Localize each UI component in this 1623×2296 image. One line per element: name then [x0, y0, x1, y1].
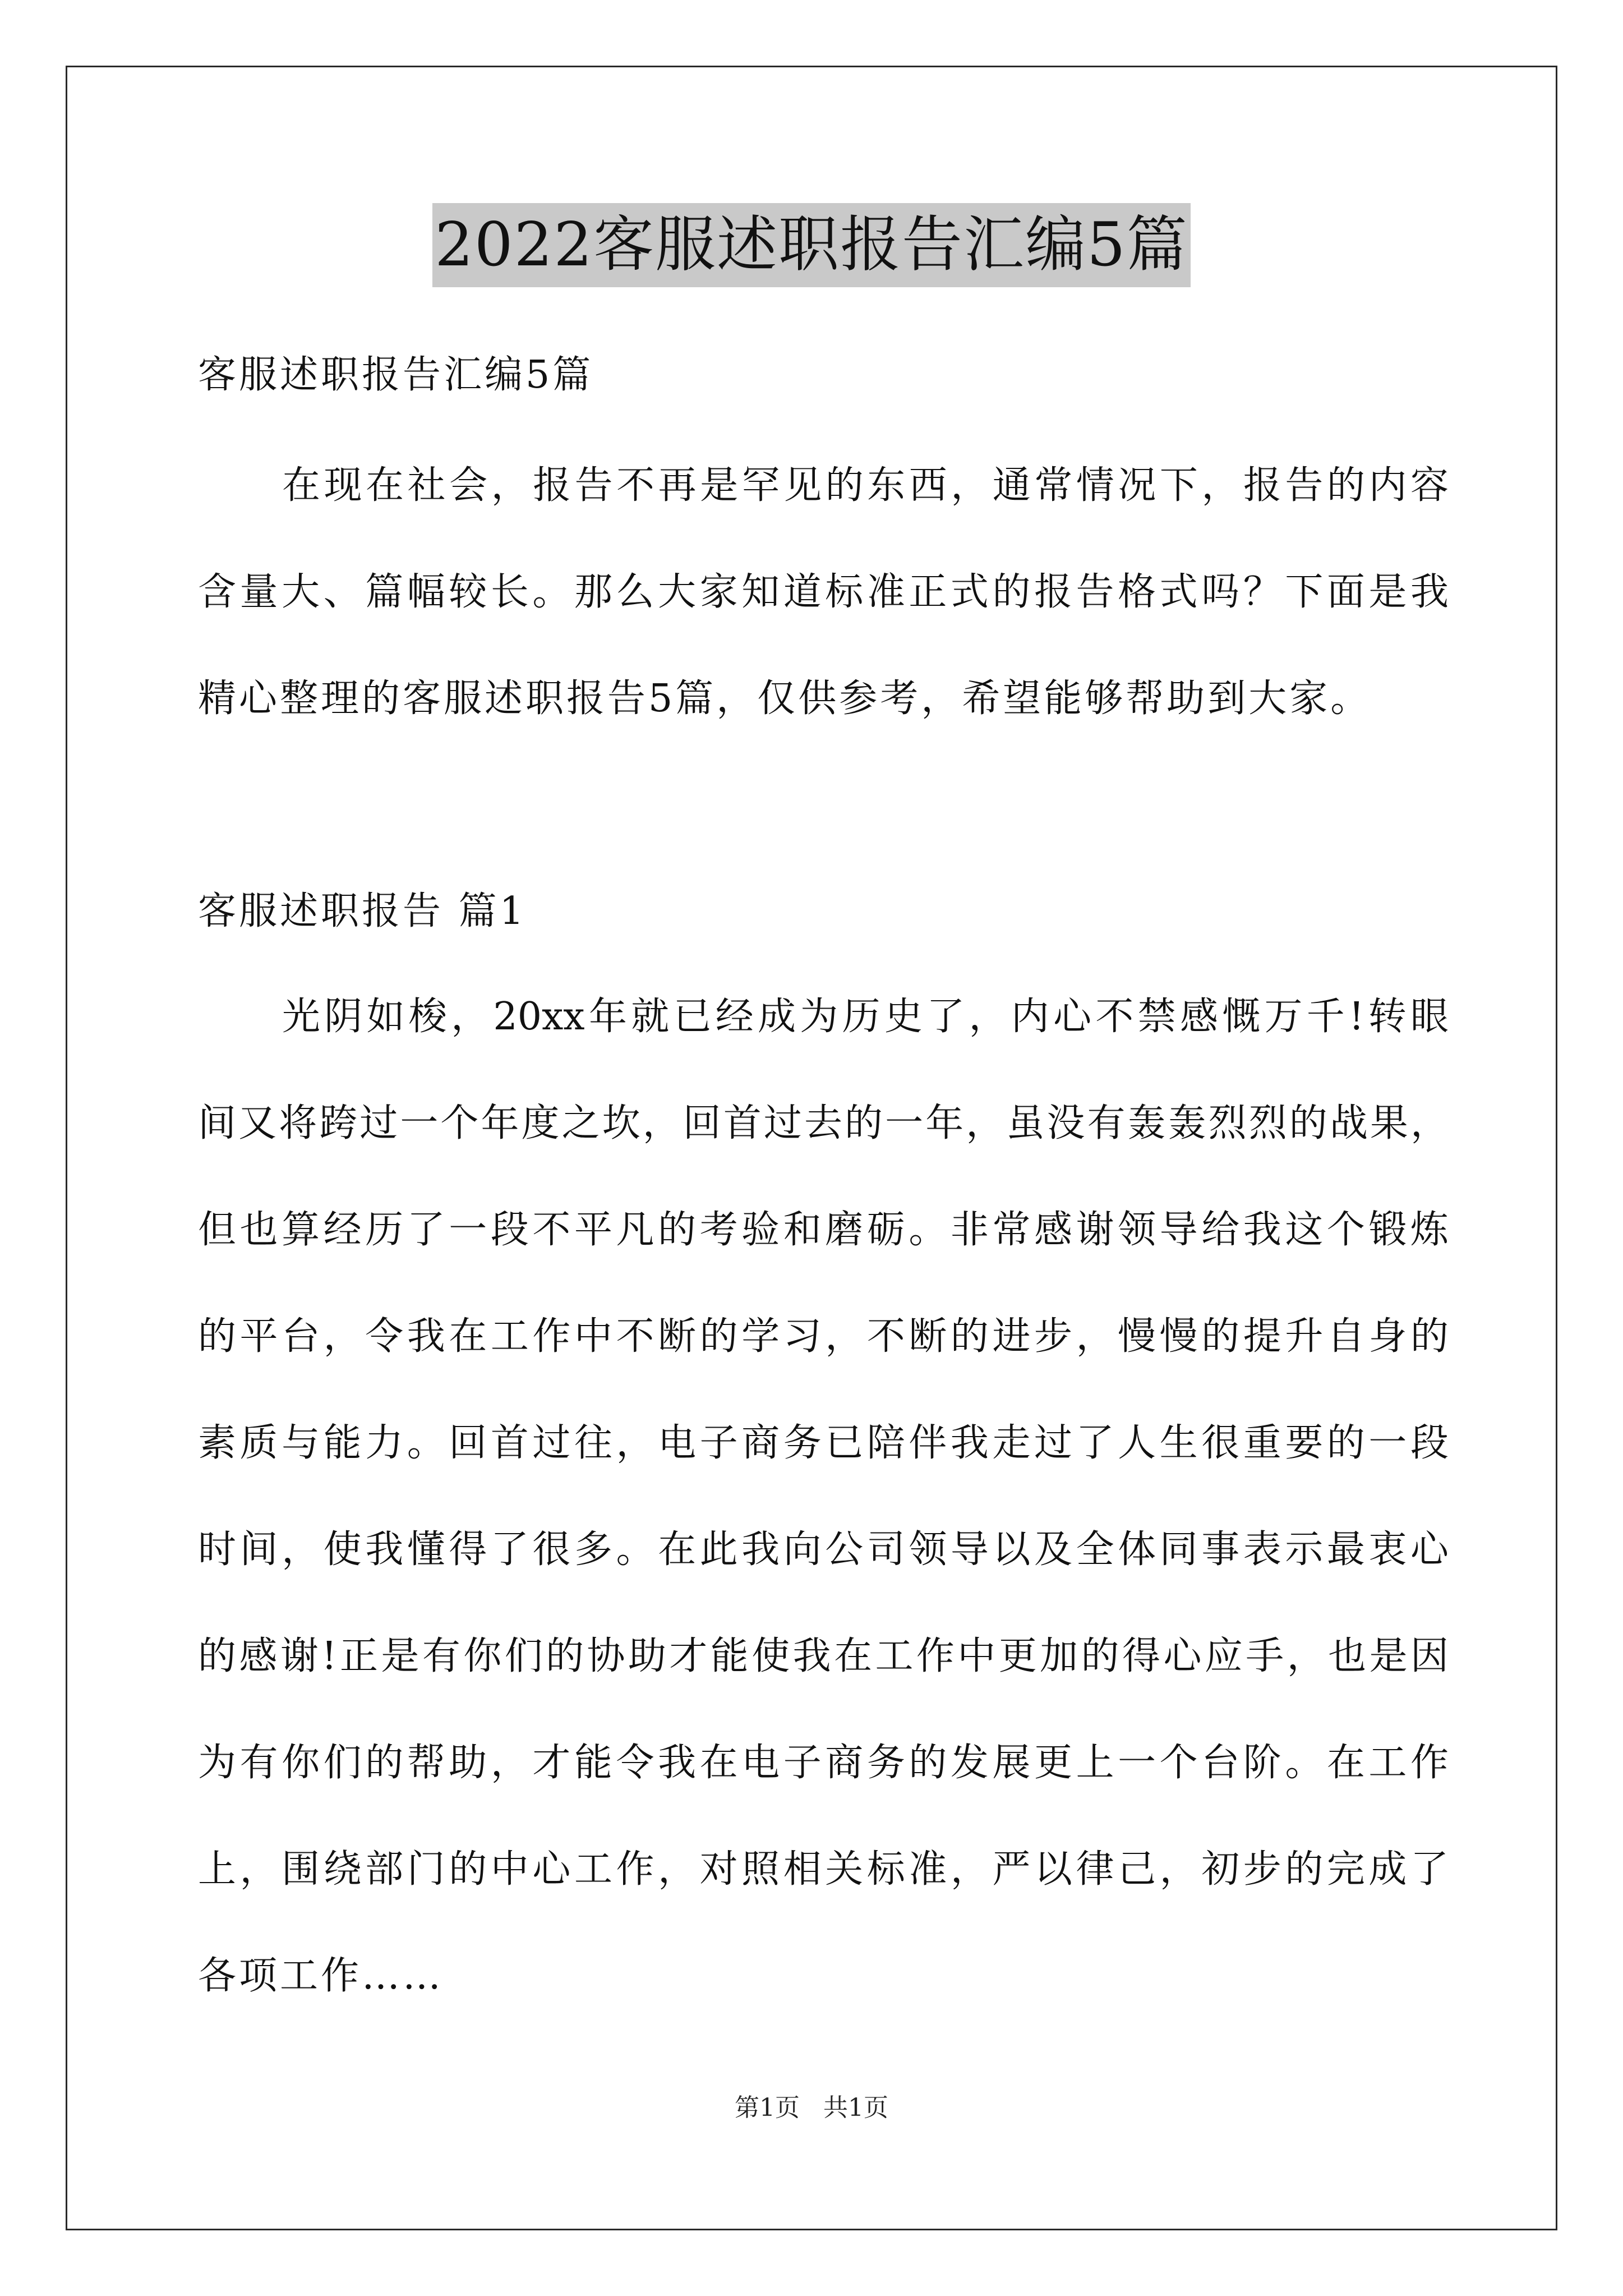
intro-line-2: 含量大、篇幅较长。那么大家知道标准正式的报告格式吗？下面是我 — [198, 570, 1449, 614]
body-line-3: 但也算经历了一段不平凡的考验和磨砺。非常感谢领导给我这个锻炼 — [198, 1208, 1449, 1252]
body-line-6: 时间，使我懂得了很多。在此我向公司领导以及全体同事表示最衷心 — [198, 1527, 1449, 1572]
body-line-1: 光阴如梭，20xx年就已经成为历史了，内心不禁感慨万千!转眼 — [282, 995, 1449, 1039]
body-line-10: 各项工作…… — [198, 1954, 444, 1998]
body-line-9: 上，围绕部门的中心工作，对照相关标准，严以律己，初步的完成了 — [198, 1847, 1449, 1892]
document-subtitle: 客服述职报告汇编5篇 — [198, 353, 594, 397]
body-line-5: 素质与能力。回首过往，电子商务已陪伴我走过了人生很重要的一段 — [198, 1421, 1449, 1465]
body-line-4: 的平台，令我在工作中不断的学习，不断的进步，慢慢的提升自身的 — [198, 1314, 1449, 1359]
section-heading: 客服述职报告 篇1 — [198, 889, 527, 933]
title-container — [0, 203, 1623, 287]
body-line-8: 为有你们的帮助，才能令我在电子商务的发展更上一个台阶。在工作 — [198, 1741, 1449, 1785]
body-line-7: 的感谢!正是有你们的协助才能使我在工作中更加的得心应手，也是因 — [198, 1634, 1449, 1678]
intro-line-1: 在现在社会，报告不再是罕见的东西，通常情况下，报告的内容 — [282, 463, 1449, 508]
document-title: 2022客服述职报告汇编5篇 — [432, 203, 1191, 287]
page-footer: 第1页 共1页 — [735, 2093, 888, 2122]
body-line-2: 间又将跨过一个年度之坎，回首过去的一年，虽没有轰轰烈烈的战果， — [198, 1101, 1449, 1145]
intro-line-3: 精心整理的客服述职报告5篇，仅供参考，希望能够帮助到大家。 — [198, 677, 1372, 721]
